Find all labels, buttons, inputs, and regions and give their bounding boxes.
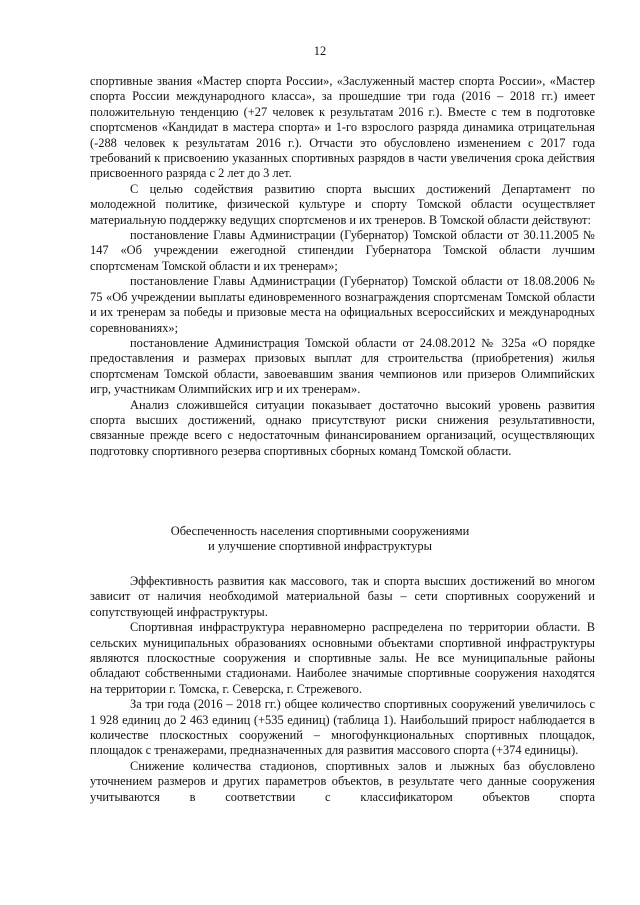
- paragraph: Снижение количества стадионов, спортивных залов и лыжных баз обусловлено уточнением размеров и других параметров объектов, в результате чего данные сооружения учитываются в соответствии с классификатором объектов спорта: [90, 758, 595, 804]
- paragraph: Анализ сложившейся ситуации показывает достаточно высокий уровень развития спорта высших достижений, однако присутствуют риски снижения результативности, связанные прежде всего с недостаточным финансированием организаций, осуществляющих подготовку спортивного резерва спортивных сборных команд Томской области.: [90, 397, 595, 458]
- section-heading: [0, 524, 640, 555]
- text-block-infrastructure: [90, 574, 595, 805]
- text-block-sports-achievements: [90, 74, 595, 459]
- paragraph: постановление Главы Администрации (Губернатор) Томской области от 18.08.2006 № 75 «Об учреждении выплаты единовременного вознаграждения спортсменам Томской области и их тренерам за победы и призовые места на официальных всероссийских и международных соревнованиях»;: [90, 274, 595, 335]
- section-heading-line: Обеспеченность населения спортивными сооружениями: [170, 524, 470, 538]
- section-heading-line: и улучшение спортивной инфраструктуры: [208, 539, 432, 554]
- paragraph: постановление Администрация Томской области от 24.08.2012 № 325а «О порядке предоставления и размерах призовых выплат для строительства (приобретения) жилья спортсменам Томской области, завоевавшим звания чемпионов или призеров Олимпийских игр, участникам Олимпийских игр и их тренерам».: [90, 335, 595, 397]
- paragraph: Эффективность развития как массового, так и спорта высших достижений во многом зависит от наличия необходимой материальной базы – сети спортивных сооружений и сопутствующей инфраструктуры.: [90, 574, 595, 619]
- paragraph: За три года (2016 – 2018 гг.) общее количество спортивных сооружений увеличилось с 1 928 единиц до 2 463 единиц (+535 единиц) (таблица 1). Наибольший прирост наблюдается в количестве плоскостных сооружений – многофункциональных спортивных площадок, площадок с тренажерами, предназначенных для развития массового спорта (+374 единицы).: [90, 697, 595, 758]
- paragraph: постановление Главы Администрации (Губернатор) Томской области от 30.11.2005 № 147 «Об учреждении ежегодной стипендии Губернатора Томской области лучшим спортсменам Томской области и их тренерам»;: [90, 228, 595, 273]
- paragraph: спортивные звания «Мастер спорта России», «Заслуженный мастер спорта России», «Мастер спорта России международного класса», за прошедшие три года (2016 – 2018 гг.) имеет положительную тенденцию (+27 человек к результатам 2016 г.). Вместе с тем в подготовке спортсменов «Кандидат в мастера спорта» и 1-го взрослого разряда динамика отрицательная (-288 человек к результатам 2016 г.). Отчасти это обусловлено изменением с 2017 года требований к присвоению указанных спортивных разрядов в части увеличения срока действия присвоенного разряда с 2 лет до 3 лет.: [90, 74, 595, 181]
- paragraph: Спортивная инфраструктура неравномерно распределена по территории области. В сельских муниципальных образованиях основными объектами спортивной инфраструктуры являются плоскостные сооружения и спортивные залы. Не все муниципальные районы обладают собственными стадионами. Наиболее значимые спортивные сооружения находятся на территории г. Томска, г. Северска, г. Стрежевого.: [90, 620, 595, 696]
- page-number: 12: [313, 44, 327, 58]
- paragraph: С целью содействия развитию спорта высших достижений Департамент по молодежной политике, физической культуре и спорту Томской области осуществляет материальную поддержку ведущих спортсменов и их тренеров. В Томской области действуют:: [90, 181, 595, 227]
